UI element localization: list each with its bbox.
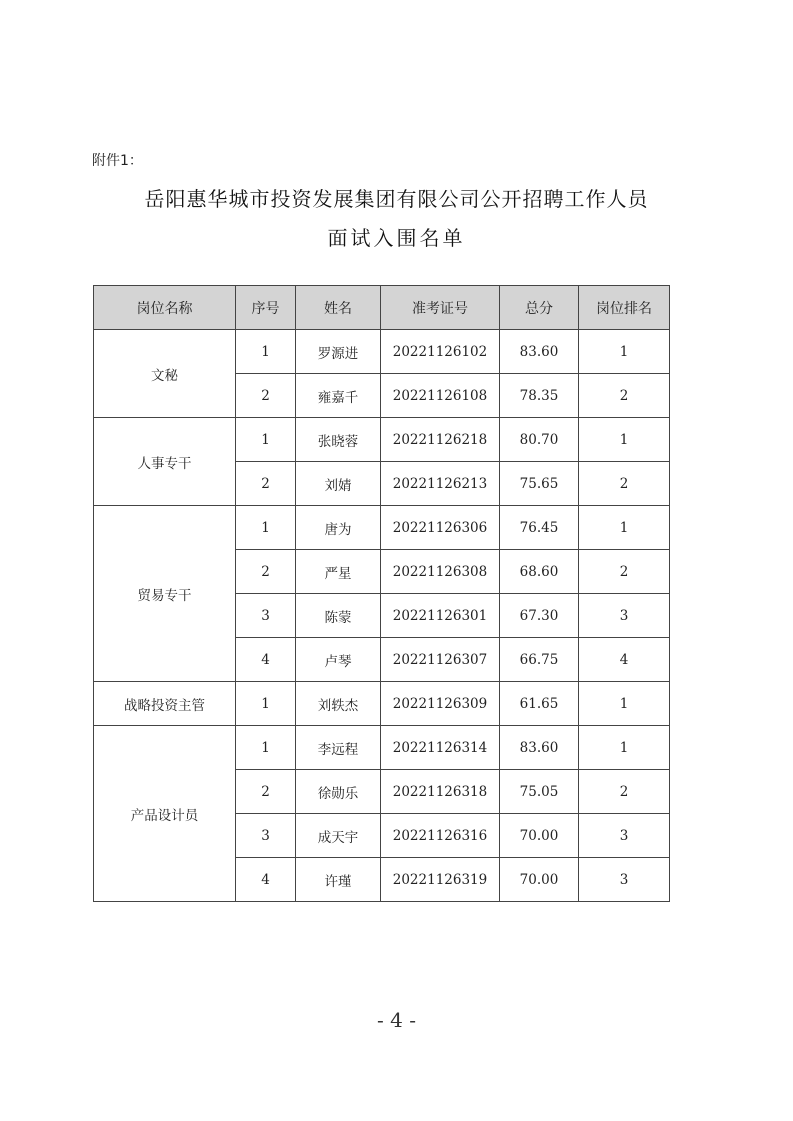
rank-cell: 1 [579,418,670,462]
exam-id-cell: 20221126308 [381,550,500,594]
seq-cell: 2 [236,462,296,506]
seq-cell: 1 [236,682,296,726]
header-score: 总分 [500,286,579,330]
score-cell: 78.35 [500,374,579,418]
score-cell: 66.75 [500,638,579,682]
name-cell: 徐勋乐 [296,770,381,814]
interview-roster-table [93,285,670,902]
score-cell: 70.00 [500,858,579,902]
position-cell: 人事专干 [94,418,236,506]
name-cell: 刘婧 [296,462,381,506]
position-cell: 贸易专干 [94,506,236,682]
name-cell: 罗源进 [296,330,381,374]
score-cell: 80.70 [500,418,579,462]
seq-cell: 2 [236,770,296,814]
table-row [94,506,670,550]
rank-cell: 2 [579,374,670,418]
rank-cell: 1 [579,506,670,550]
header-position: 岗位名称 [94,286,236,330]
page-number: - 4 - [377,1008,416,1032]
exam-id-cell: 20221126306 [381,506,500,550]
rank-cell: 1 [579,330,670,374]
header-name: 姓名 [296,286,381,330]
name-cell: 雍嘉千 [296,374,381,418]
name-cell: 严星 [296,550,381,594]
header-exam-id: 准考证号 [381,286,500,330]
position-cell: 战略投资主管 [94,682,236,726]
position-cell: 文秘 [94,330,236,418]
rank-cell: 3 [579,814,670,858]
table-row [94,418,670,462]
name-cell: 唐为 [296,506,381,550]
score-cell: 68.60 [500,550,579,594]
exam-id-cell: 20221126108 [381,374,500,418]
score-cell: 61.65 [500,682,579,726]
exam-id-cell: 20221126316 [381,814,500,858]
attachment-label: 附件1： [92,153,143,169]
score-cell: 83.60 [500,726,579,770]
table-row [94,330,670,374]
table-header-row [94,286,670,330]
exam-id-cell: 20221126301 [381,594,500,638]
name-cell: 许瑾 [296,858,381,902]
position-cell: 产品设计员 [94,726,236,902]
exam-id-cell: 20221126213 [381,462,500,506]
name-cell: 刘轶杰 [296,682,381,726]
exam-id-cell: 20221126319 [381,858,500,902]
header-seq: 序号 [236,286,296,330]
seq-cell: 4 [236,858,296,902]
rank-cell: 1 [579,682,670,726]
rank-cell: 1 [579,726,670,770]
score-cell: 75.65 [500,462,579,506]
exam-id-cell: 20221126318 [381,770,500,814]
name-cell: 陈蒙 [296,594,381,638]
seq-cell: 1 [236,506,296,550]
seq-cell: 4 [236,638,296,682]
name-cell: 张晓蓉 [296,418,381,462]
seq-cell: 1 [236,418,296,462]
rank-cell: 3 [579,858,670,902]
document-subtitle: 面试入围名单 [327,226,466,250]
seq-cell: 3 [236,814,296,858]
rank-cell: 2 [579,550,670,594]
exam-id-cell: 20221126314 [381,726,500,770]
exam-id-cell: 20221126102 [381,330,500,374]
score-cell: 67.30 [500,594,579,638]
seq-cell: 2 [236,550,296,594]
document-title: 岳阳惠华城市投资发展集团有限公司公开招聘工作人员 [144,187,649,211]
header-rank: 岗位排名 [579,286,670,330]
table-row [94,726,670,770]
seq-cell: 1 [236,726,296,770]
rank-cell: 3 [579,594,670,638]
rank-cell: 2 [579,770,670,814]
score-cell: 83.60 [500,330,579,374]
seq-cell: 1 [236,330,296,374]
name-cell: 卢琴 [296,638,381,682]
rank-cell: 4 [579,638,670,682]
seq-cell: 3 [236,594,296,638]
exam-id-cell: 20221126307 [381,638,500,682]
score-cell: 75.05 [500,770,579,814]
table-row [94,682,670,726]
exam-id-cell: 20221126218 [381,418,500,462]
name-cell: 成天宇 [296,814,381,858]
seq-cell: 2 [236,374,296,418]
score-cell: 70.00 [500,814,579,858]
name-cell: 李远程 [296,726,381,770]
rank-cell: 2 [579,462,670,506]
score-cell: 76.45 [500,506,579,550]
exam-id-cell: 20221126309 [381,682,500,726]
